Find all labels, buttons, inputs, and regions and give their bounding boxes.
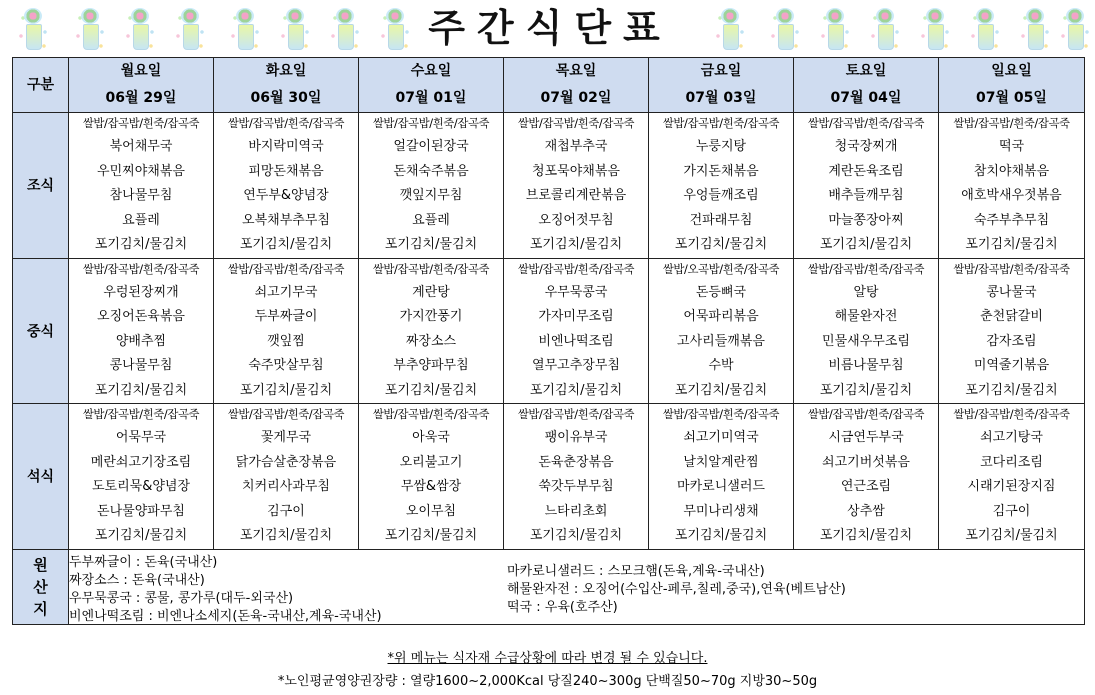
menu-item: 포기김치/물김치 [529, 528, 623, 543]
menu-item: 계란돈육조림 [828, 163, 904, 179]
menu-item: 쇠고기탕국 [980, 430, 1043, 445]
origin-left-list [69, 554, 382, 626]
header-label: 구분 [26, 77, 55, 93]
menu-item: 애호박새우젓볶음 [961, 188, 1062, 203]
menu-item: 쌀밥/잡곡밥/흰죽/잡곡죽 [372, 261, 490, 276]
menu-item: 돈채숙주볶음 [393, 163, 469, 179]
menu-item: 춘천닭갈비 [980, 309, 1043, 324]
menu-item: 미역줄기볶음 [973, 358, 1050, 373]
day-header [359, 58, 504, 113]
menu-cell [359, 404, 504, 550]
menu-cell [214, 258, 359, 404]
menu-cell [504, 404, 649, 550]
menu-item: 마늘쫑장아찌 [828, 212, 904, 228]
page-header [0, 0, 1095, 56]
menu-item: 쌀밥/잡곡밥/흰죽/잡곡죽 [807, 116, 925, 130]
menu-item: 알탕 [853, 284, 879, 300]
menu-item: 연근조림 [840, 479, 892, 494]
day-header [794, 58, 939, 113]
meal-row [13, 258, 1085, 404]
menu-item: 수박 [708, 358, 734, 373]
origin-info-cell [69, 549, 1085, 624]
menu-item: 김구이 [992, 503, 1031, 519]
menu-item: 건파래무침 [689, 212, 753, 228]
menu-item: 참치야채볶음 [973, 163, 1050, 179]
menu-cell [214, 404, 359, 550]
menu-item: 짜장소스 [405, 333, 457, 349]
menu-item: 포기김치/물김치 [94, 237, 188, 252]
menu-item: 쌀밥/잡곡밥/흰죽/잡곡죽 [227, 261, 345, 276]
menu-item: 쌀밥/잡곡밥/흰죽/잡곡죽 [662, 407, 780, 421]
menu-cell [504, 113, 649, 259]
menu-cell [649, 258, 794, 404]
header-label-cell [13, 58, 69, 113]
day-date: 06월 29일 [105, 90, 177, 106]
flower-pot-icon [330, 6, 360, 50]
menu-item: 쌀밥/잡곡밥/흰죽/잡곡죽 [953, 407, 1070, 421]
menu-item: 깻잎지무침 [399, 188, 463, 203]
menu-item: 마카로니샐러드 [677, 479, 765, 494]
day-date: 06월 30일 [250, 90, 322, 106]
menu-cell [214, 113, 359, 259]
menu-item: 오징어젓무침 [538, 212, 614, 228]
flower-pot-icon [870, 6, 900, 50]
menu-item: 비름나물무침 [828, 358, 904, 373]
meal-rows [13, 113, 1085, 550]
menu-cell [69, 404, 214, 550]
origin-right-list [507, 563, 846, 617]
menu-item: 깻잎찜 [267, 333, 305, 349]
origin-label-char: 원 [33, 555, 48, 574]
day-header [504, 58, 649, 113]
menu-cell [794, 258, 939, 404]
meal-label: 석식 [13, 404, 69, 550]
menu-item: 쌀밥/잡곡밥/흰죽/잡곡죽 [517, 407, 635, 421]
meal-row [13, 113, 1085, 259]
menu-item: 숙주맛살무침 [248, 358, 324, 373]
menu-item: 양배추찜 [115, 333, 167, 349]
menu-item: 브로콜리계란볶음 [525, 188, 627, 203]
origin-item: 두부짜글이 : 돈육(국내산) [69, 554, 218, 570]
flower-pot-icon [18, 6, 48, 50]
flower-pot-icon [230, 6, 260, 50]
menu-item: 포기김치/물김치 [819, 528, 913, 543]
menu-cell [794, 113, 939, 259]
menu-item: 해물완자전 [834, 309, 898, 324]
menu-item: 김구이 [267, 503, 305, 519]
menu-item: 청포묵야채볶음 [532, 163, 620, 179]
menu-item: 어묵파리볶음 [683, 309, 759, 324]
menu-item: 시금연두부국 [828, 430, 904, 445]
menu-item: 피망돈채볶음 [248, 163, 324, 179]
menu-item: 쌀밥/잡곡밥/흰죽/잡곡죽 [517, 116, 635, 130]
flower-pot-icon [820, 6, 850, 50]
menu-item: 포기김치/물김치 [239, 237, 333, 252]
flower-pot-icon [770, 6, 800, 50]
menu-item: 날치알계란찜 [683, 454, 759, 470]
menu-item: 포기김치/물김치 [674, 528, 768, 543]
day-header [649, 58, 794, 113]
menu-item: 포기김치/물김치 [384, 528, 478, 543]
menu-item: 두부짜글이 [254, 309, 318, 324]
menu-item: 포기김치/물김치 [819, 382, 913, 398]
menu-item: 콩나물무침 [109, 358, 173, 373]
menu-item: 쌀밥/잡곡밥/흰죽/잡곡죽 [517, 261, 635, 276]
menu-item: 오이무침 [405, 503, 457, 519]
menu-item: 시래기된장지짐 [967, 479, 1056, 494]
day-header [214, 58, 359, 113]
menu-cell [359, 258, 504, 404]
menu-item: 돈육춘장볶음 [538, 454, 614, 470]
menu-item: 포기김치/물김치 [674, 382, 768, 398]
menu-item: 쌀밥/잡곡밥/흰죽/잡곡죽 [807, 261, 925, 276]
origin-label-char: 산 [33, 577, 48, 596]
flower-pot-icon [1020, 6, 1050, 50]
origin-item: 짜장소스 : 돈육(국내산) [69, 572, 205, 588]
menu-item: 청국장찌개 [834, 139, 898, 154]
menu-cell [504, 258, 649, 404]
day-header [69, 58, 214, 113]
menu-item: 숙주부추무침 [973, 212, 1050, 228]
menu-change-notice: *위 메뉴는 식자재 수급상황에 따라 변경 될 수 있습니다. [387, 651, 708, 666]
menu-item: 북어채무국 [109, 139, 173, 154]
menu-item: 우렁된장찌개 [103, 284, 179, 300]
menu-item: 느타리초회 [544, 503, 608, 519]
flower-pot-icon [175, 6, 205, 50]
meal-row [13, 404, 1085, 550]
menu-item: 참나물무침 [109, 188, 173, 203]
day-date: 07월 03일 [685, 90, 757, 106]
menu-item: 콩나물국 [986, 284, 1037, 300]
day-date: 07월 04일 [830, 90, 902, 106]
menu-item: 팽이유부국 [544, 430, 608, 445]
menu-item: 가자미무조림 [538, 309, 614, 324]
menu-item: 쌀밥/잡곡밥/흰죽/잡곡죽 [372, 407, 490, 421]
origin-label-cell [13, 549, 69, 624]
menu-item: 쌀밥/잡곡밥/흰죽/잡곡죽 [662, 116, 780, 130]
day-name: 일요일 [991, 63, 1032, 79]
menu-item: 포기김치/물김치 [94, 528, 188, 543]
menu-cell [649, 404, 794, 550]
menu-item: 포기김치/물김치 [965, 237, 1058, 252]
origin-row [13, 549, 1085, 624]
menu-item: 감자조림 [986, 333, 1037, 349]
menu-item: 쌀밥/잡곡밥/흰죽/잡곡죽 [227, 407, 345, 421]
menu-item: 부추양파무침 [393, 358, 469, 373]
menu-item: 우무묵콩국 [544, 284, 608, 300]
menu-item: 계란탕 [412, 284, 450, 300]
meal-label: 조식 [13, 113, 69, 259]
menu-item: 돈등뼈국 [695, 284, 747, 300]
menu-item: 쌀밥/잡곡밥/흰죽/잡곡죽 [82, 116, 200, 130]
menu-item: 어묵무국 [115, 430, 167, 445]
menu-item: 가지돈채볶음 [683, 163, 759, 179]
day-date: 07월 05일 [976, 90, 1047, 106]
day-name: 토요일 [845, 63, 887, 79]
menu-item: 포기김치/물김치 [239, 382, 333, 398]
menu-item: 오복채부추무침 [242, 212, 330, 228]
menu-cell [939, 113, 1085, 259]
menu-item: 배추들깨무침 [828, 188, 904, 203]
menu-item: 상추쌈 [847, 503, 885, 519]
menu-cell [939, 404, 1085, 550]
menu-item: 고사리들깨볶음 [677, 333, 765, 349]
menu-item: 떡국 [998, 139, 1025, 154]
origin-item: 비엔나떡조림 : 비엔나소세지(돈육-국내산,계육-국내산) [69, 608, 382, 624]
flower-pot-icon [1060, 6, 1090, 50]
day-name: 금요일 [700, 63, 742, 79]
menu-item: 쇠고기무국 [254, 284, 318, 300]
menu-item: 오징어돈육볶음 [97, 309, 185, 324]
menu-item: 포기김치/물김치 [94, 382, 188, 398]
menu-item: 쌀밥/잡곡밥/흰죽/잡곡죽 [953, 116, 1070, 130]
menu-item: 쌀밥/잡곡밥/흰죽/잡곡죽 [953, 261, 1070, 276]
day-header [939, 58, 1085, 113]
day-name: 월요일 [120, 63, 162, 79]
menu-item: 쌀밥/잡곡밥/흰죽/잡곡죽 [82, 261, 200, 276]
menu-item: 포기김치/물김치 [965, 528, 1058, 543]
menu-item: 민물새우무조림 [822, 333, 910, 349]
menu-item: 코다리조림 [980, 454, 1043, 470]
flower-pot-icon [280, 6, 310, 50]
menu-item: 가지깐풍기 [399, 309, 463, 324]
menu-item: 열무고추장무침 [532, 358, 620, 373]
menu-item: 아욱국 [412, 430, 450, 445]
meal-label: 중식 [13, 258, 69, 404]
menu-item: 누룽지탕 [695, 139, 747, 154]
origin-item: 해물완자전 : 오징어(수입산-페루,칠레,중국),연육(베트남산) [507, 581, 846, 597]
origin-label-char: 지 [33, 599, 48, 618]
menu-item: 쌀밥/잡곡밥/흰죽/잡곡죽 [82, 407, 200, 421]
flower-pot-icon [125, 6, 155, 50]
menu-item: 포기김치/물김치 [529, 237, 623, 252]
menu-cell [649, 113, 794, 259]
menu-item: 재첩부추국 [544, 139, 608, 154]
menu-item: 쌀밥/잡곡밥/흰죽/잡곡죽 [227, 116, 345, 130]
menu-cell [939, 258, 1085, 404]
menu-item: 요플레 [412, 212, 450, 228]
flower-pot-icon [970, 6, 1000, 50]
menu-item: 쌀밥/오곡밥/흰죽/잡곡죽 [662, 261, 780, 276]
day-name: 화요일 [265, 63, 307, 79]
menu-item: 비엔나떡조림 [538, 333, 614, 349]
day-date: 07월 01일 [395, 90, 467, 106]
menu-item: 메란쇠고기장조림 [90, 454, 192, 470]
menu-item: 도토리묵&양념장 [91, 479, 191, 494]
day-name: 목요일 [555, 63, 597, 79]
menu-item: 포기김치/물김치 [965, 382, 1058, 398]
menu-cell [69, 113, 214, 259]
menu-item: 우민찌야채볶음 [97, 163, 185, 179]
origin-item: 마카로니샐러드 : 스모크햄(돈육,계육-국내산) [507, 563, 765, 579]
menu-cell [359, 113, 504, 259]
page-title: 주간식단표 [428, 6, 672, 50]
menu-item: 포기김치/물김치 [529, 382, 623, 398]
menu-item: 돈나물양파무침 [97, 503, 185, 519]
menu-item: 무미나리생채 [683, 503, 759, 519]
flower-pot-icon [920, 6, 950, 50]
day-date: 07월 02일 [540, 90, 612, 106]
menu-item: 요플레 [122, 212, 160, 228]
menu-item: 쑥갓두부무침 [538, 479, 614, 494]
menu-item: 닭가슴살춘장볶음 [235, 454, 337, 470]
menu-item: 무쌈&쌈장 [400, 479, 462, 494]
menu-item: 포기김치/물김치 [819, 237, 913, 252]
menu-item: 우엉들깨조림 [683, 188, 759, 203]
menu-item: 얼갈이된장국 [393, 139, 469, 154]
menu-item: 꽃게무국 [260, 430, 312, 445]
menu-item: 포기김치/물김치 [384, 382, 478, 398]
menu-cell [794, 404, 939, 550]
origin-item: 우무묵콩국 : 콩물, 콩가루(대두-외국산) [69, 590, 294, 606]
menu-item: 쌀밥/잡곡밥/흰죽/잡곡죽 [807, 407, 925, 421]
nutrition-guideline: *노인평균영양권장량 : 열량1600~2,000Kcal 당질240~300g 단백질50~70g 지방30~50g [277, 674, 818, 689]
menu-item: 치커리사과무침 [242, 479, 330, 494]
menu-item: 포기김치/물김치 [239, 528, 333, 543]
menu-item: 포기김치/물김치 [674, 237, 768, 252]
menu-item: 오리불고기 [399, 454, 463, 470]
origin-item: 떡국 : 우육(호주산) [507, 599, 618, 615]
menu-item: 바지락미역국 [248, 139, 324, 154]
flower-pot-icon [75, 6, 105, 50]
menu-item: 쇠고기미역국 [683, 430, 759, 445]
menu-item: 쇠고기버섯볶음 [822, 454, 910, 470]
menu-item: 연두부&양념장 [243, 188, 329, 203]
menu-item: 쌀밥/잡곡밥/흰죽/잡곡죽 [372, 116, 490, 130]
menu-cell [69, 258, 214, 404]
weekly-menu-table [12, 57, 1085, 625]
day-name: 수요일 [410, 63, 452, 79]
menu-item: 포기김치/물김치 [384, 237, 478, 252]
flower-pot-icon [715, 6, 745, 50]
header-row [13, 58, 1085, 113]
